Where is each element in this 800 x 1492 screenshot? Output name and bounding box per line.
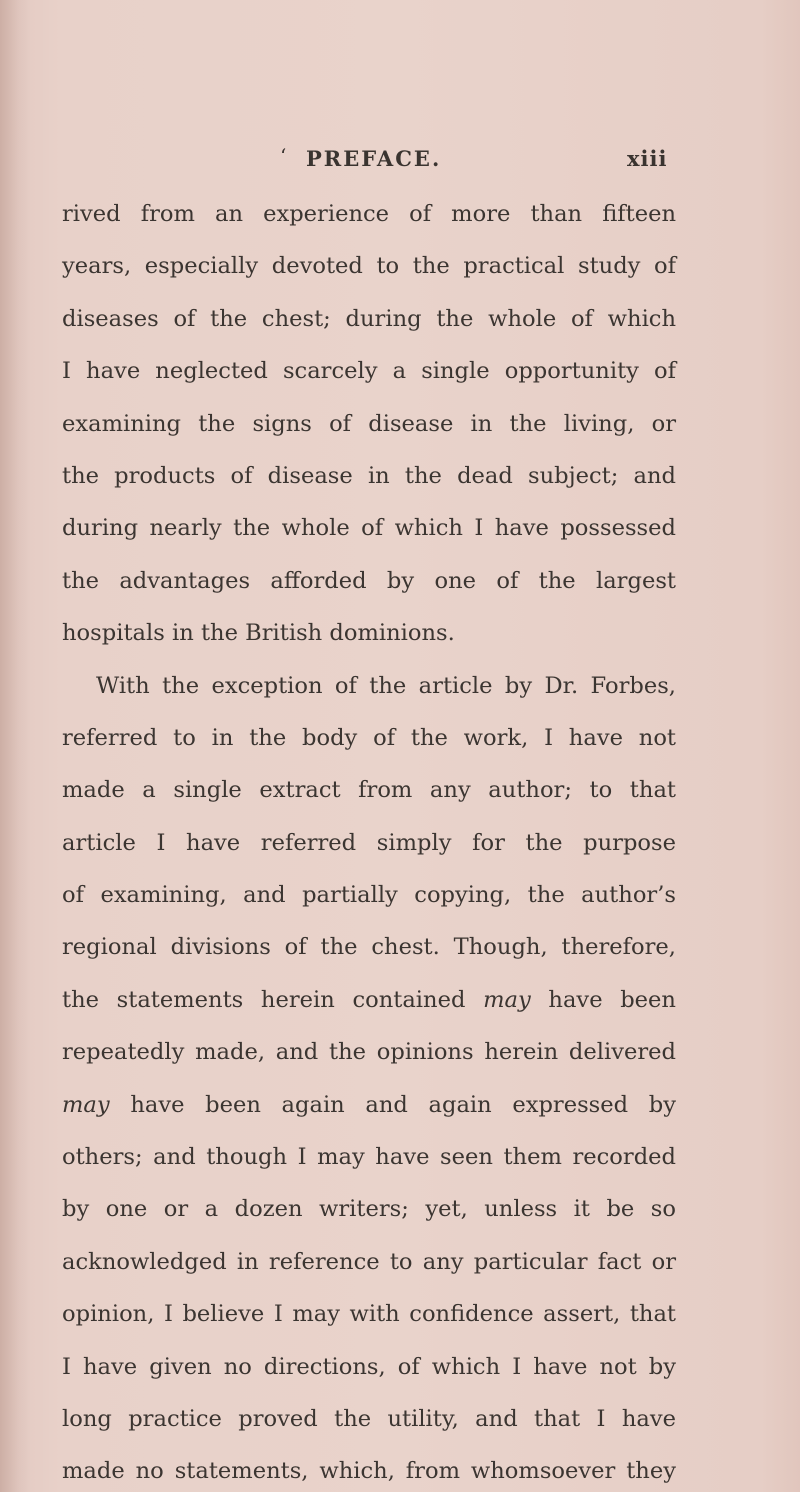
text-line: acknowledged in reference to any particular fact or: [62, 1248, 676, 1275]
text-line: by one or a dozen writers; yet, unless it be so: [62, 1196, 676, 1223]
text-line: referred to in the body of the work, I have not: [62, 724, 676, 751]
running-header: [0, 146, 800, 186]
text-segment: the statements herein contained: [62, 986, 466, 1013]
text-line: I have neglected scarcely a single opportunity of: [62, 358, 676, 385]
text-line: repeatedly made, and the opinions herein delivered: [62, 1039, 676, 1066]
text-line: made no statements, which, from whomsoever they: [62, 1458, 676, 1485]
text-line: examining the signs of disease in the living, or: [62, 410, 676, 437]
header-mark: ‘: [280, 144, 287, 168]
text-line: of examining, and partially copying, the author’s: [62, 882, 676, 909]
running-title: PREFACE.: [306, 146, 442, 171]
paragraph-end-line: hospitals in the British dominions.: [62, 620, 455, 647]
text-line: years, especially devoted to the practical study of: [62, 253, 676, 280]
text-line-with-italic: [62, 1079, 676, 1131]
text-line: long practice proved the utility, and that I have: [62, 1405, 676, 1432]
text-line: article I have referred simply for the purpose: [62, 829, 676, 856]
page-number: xiii: [627, 146, 668, 171]
text-line: the products of disease in the dead subject; and: [62, 462, 676, 489]
gutter-shadow: [0, 0, 30, 1492]
text-line: diseases of the chest; during the whole of which: [62, 305, 676, 332]
text-segment: have been: [548, 986, 676, 1013]
body-text: [62, 188, 676, 1492]
text-line: I have given no directions, of which I have not by: [62, 1353, 676, 1380]
text-line: made a single extract from any author; to that: [62, 777, 676, 804]
text-line: regional divisions of the chest. Though, therefore,: [62, 934, 676, 961]
text-line: opinion, I believe I may with confidence assert, that: [62, 1301, 676, 1328]
italic-emphasis: may: [483, 986, 531, 1013]
text-line-with-italic: [62, 974, 676, 1026]
text-line: rived from an experience of more than fifteen: [62, 201, 676, 227]
text-line: the advantages afforded by one of the largest: [62, 567, 676, 594]
text-line: others; and though I may have seen them recorded: [62, 1144, 676, 1171]
paragraph-start-line: With the exception of the article by Dr. Forbes,: [96, 672, 676, 699]
italic-emphasis: may: [62, 1091, 110, 1118]
text-line: during nearly the whole of which I have possessed: [62, 515, 676, 542]
text-segment: have been again and again expressed by: [130, 1091, 676, 1118]
